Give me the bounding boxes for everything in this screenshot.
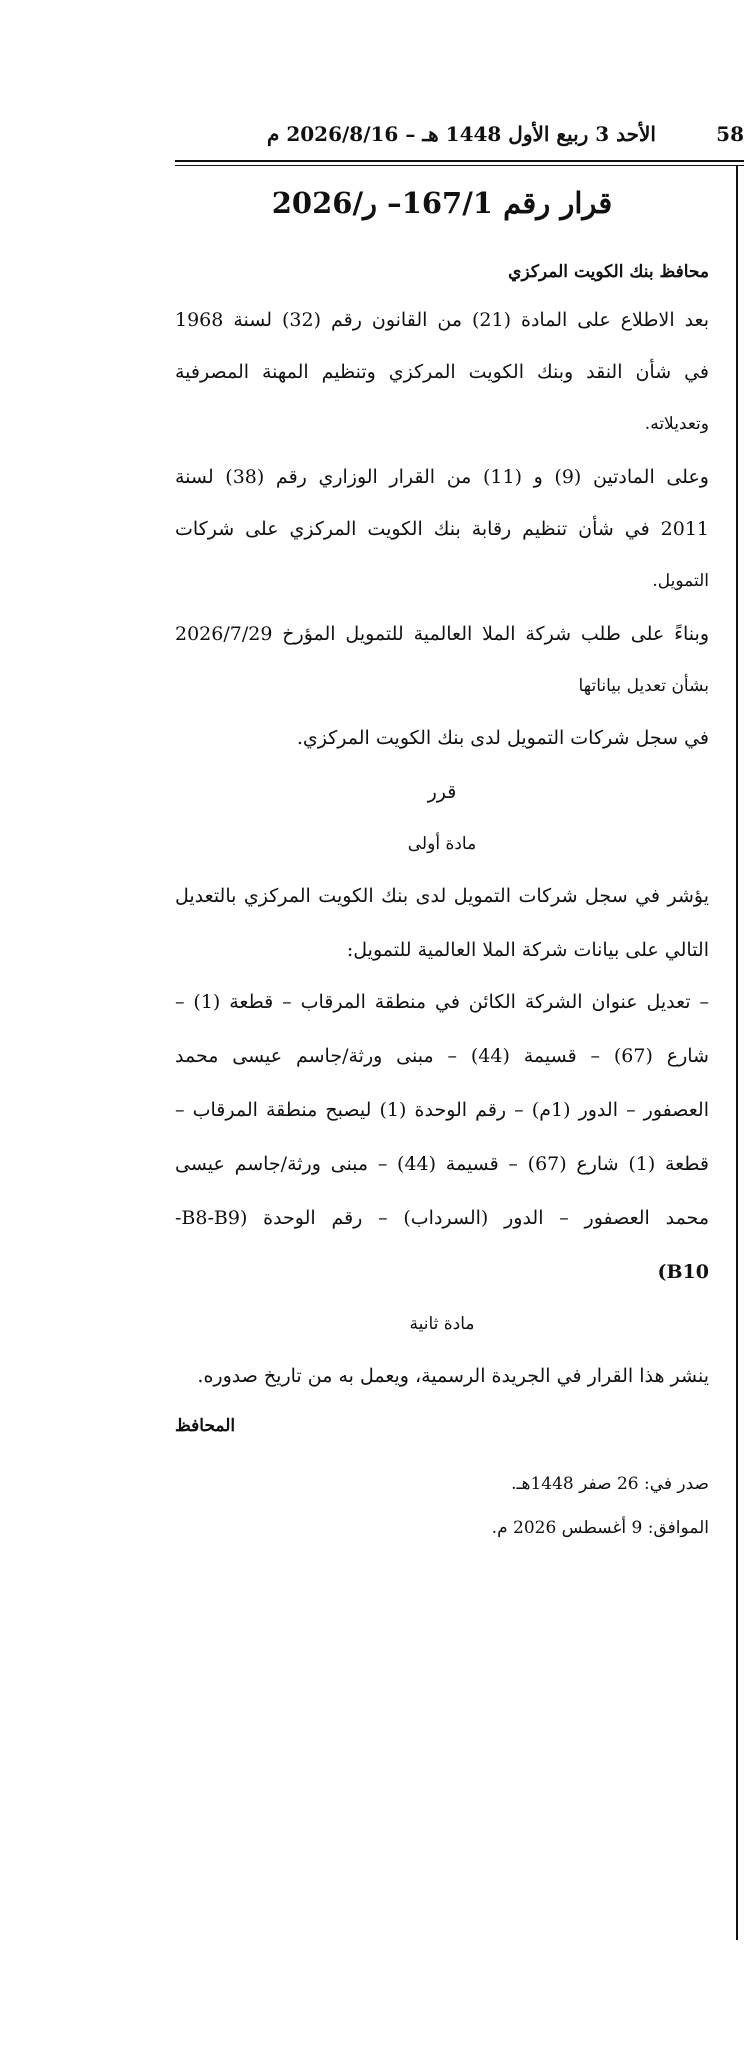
article-one-line: قطعة (1) شارع (67) – قسيمة (44) – مبنى ورثة/جاسم عيسى xyxy=(175,1153,709,1175)
issuer-line: محافظ بنك الكويت المركزي xyxy=(508,262,709,282)
page-number: 58 xyxy=(716,122,744,146)
article-two-text: ينشر هذا القرار في الجريدة الرسمية، ويعمل به من تاريخ صدوره. xyxy=(197,1365,709,1387)
preamble-line: وبناءً على طلب شركة الملا العالمية للتمويل المؤرخ 2026/7/29 xyxy=(175,623,709,645)
article-two-title: مادة ثانية xyxy=(409,1314,475,1334)
preamble-line: بشأن تعديل بياناتها xyxy=(578,676,709,696)
decision-title: قرار رقم 167/1– ر/2026 xyxy=(271,186,613,220)
article-one-line: B10) xyxy=(657,1261,709,1283)
preamble-line: في شأن النقد وبنك الكويت المركزي وتنظيم المهنة المصرفية xyxy=(175,361,709,383)
header-rule-thick xyxy=(175,160,744,162)
article-one-line: العصفور – الدور (1م) – رقم الوحدة (1) ليصبح منطقة المرقاب – xyxy=(175,1099,709,1121)
preamble-line: وعلى المادتين (9) و (11) من القرار الوزاري رقم (38) لسنة xyxy=(175,466,709,488)
decided-label: قرر xyxy=(427,781,457,803)
page-header xyxy=(175,118,744,158)
article-one-line: محمد العصفور – الدور (السرداب) – رقم الوحدة (B8-B9- xyxy=(175,1207,709,1229)
preamble-line: وتعديلاته. xyxy=(644,414,709,434)
article-one-title: مادة أولى xyxy=(407,834,477,854)
header-rule-thin xyxy=(175,165,744,166)
issued-date: صدر في: 26 صفر 1448هـ. xyxy=(511,1474,709,1494)
article-one-line: يؤشر في سجل شركات التمويل لدى بنك الكويت المركزي بالتعديل xyxy=(175,885,709,907)
signature-governor: المحافظ xyxy=(175,1416,236,1436)
header-date: الأحد 3 ربيع الأول 1448 هـ – 2026/8/16 م xyxy=(266,122,656,146)
article-one-line: شارع (67) – قسيمة (44) – مبنى ورثة/جاسم عيسى محمد xyxy=(175,1045,709,1067)
column-divider xyxy=(736,166,738,1940)
preamble-line: بعد الاطلاع على المادة (21) من القانون رقم (32) لسنة 1968 xyxy=(175,309,710,331)
preamble-line: التمويل. xyxy=(652,571,709,591)
preamble-line: في سجل شركات التمويل لدى بنك الكويت المركزي. xyxy=(296,727,709,749)
preamble-line: 2011 في شأن تنظيم رقابة بنك الكويت المركزي على شركات xyxy=(175,518,709,540)
article-one-line: التالي على بيانات شركة الملا العالمية للتمويل: xyxy=(346,939,709,961)
article-one-line: – تعديل عنوان الشركة الكائن في منطقة المرقاب – قطعة (1) – xyxy=(175,991,709,1013)
corresponding-date: الموافق: 9 أغسطس 2026 م. xyxy=(491,1518,709,1538)
